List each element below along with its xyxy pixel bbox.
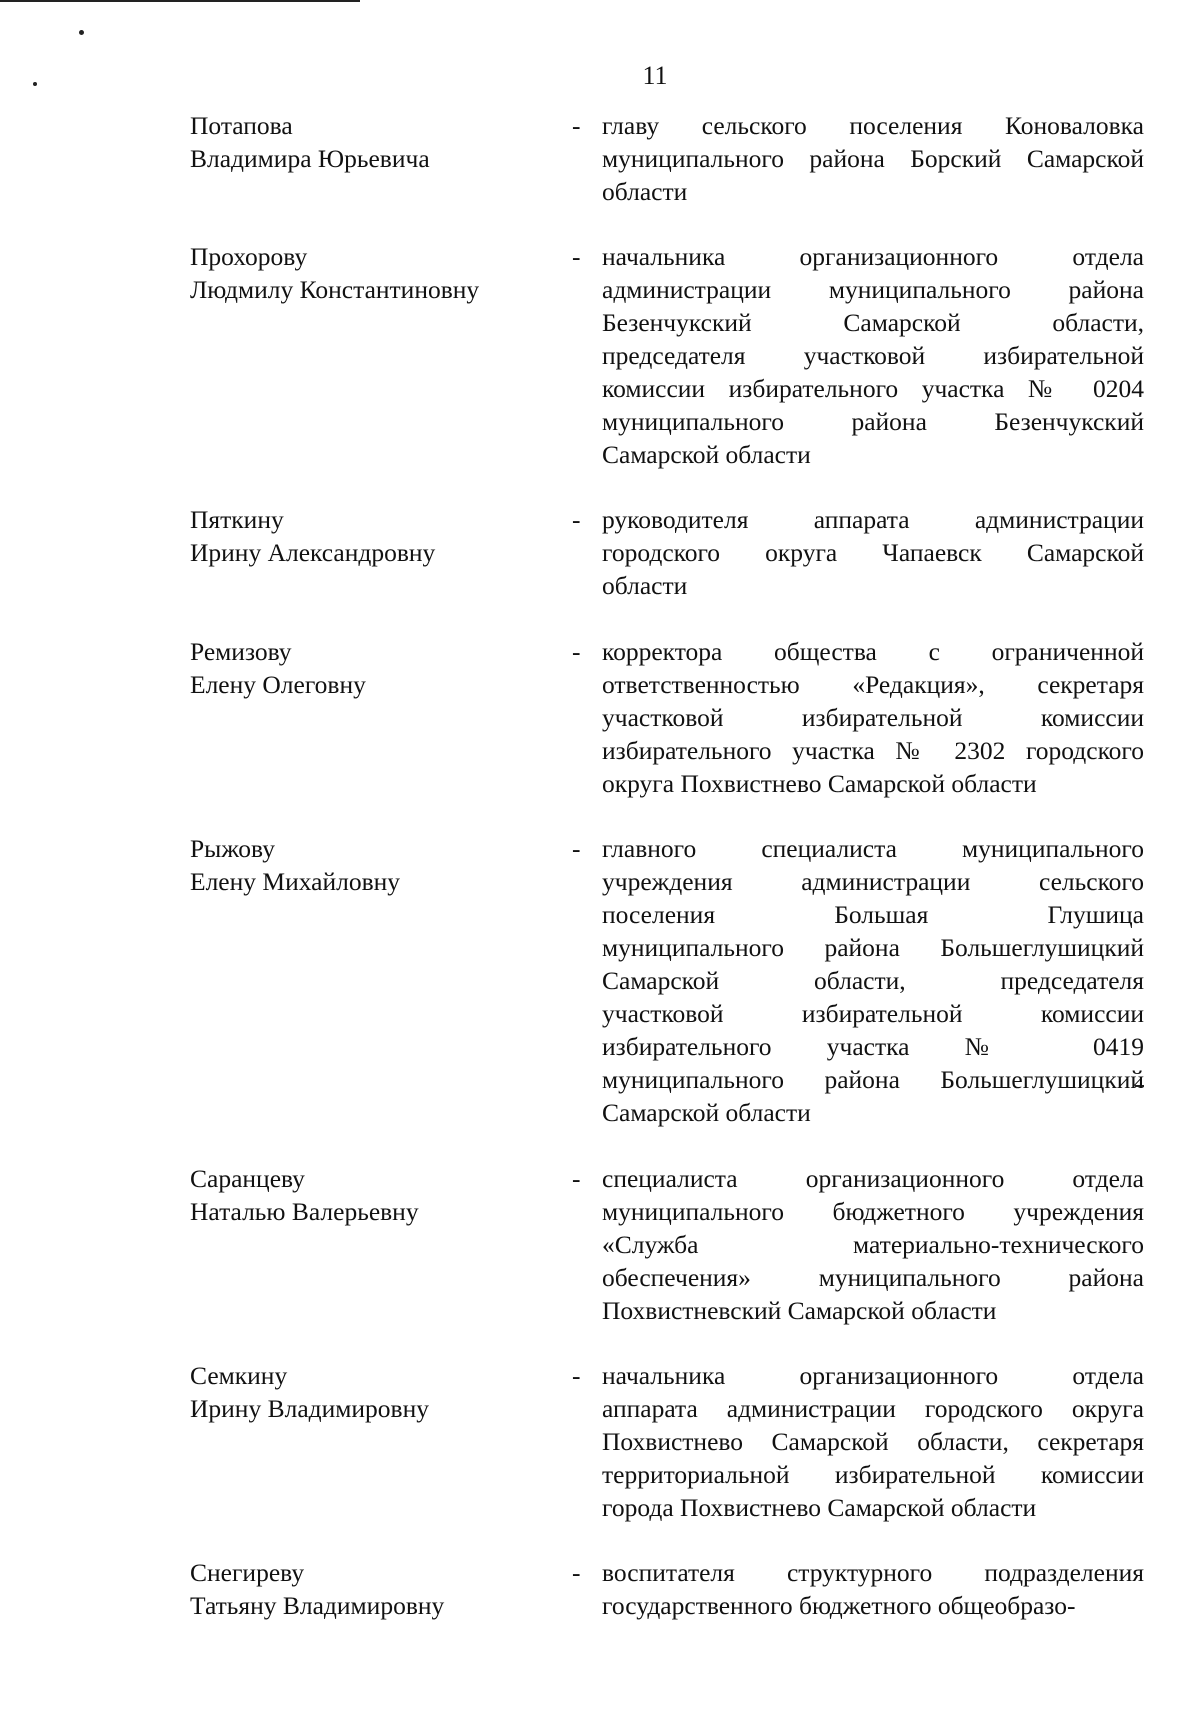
position-description [602,503,1144,602]
description-line: Самарской области, председателя [602,966,1144,995]
entry-dash: - [572,1164,581,1193]
position-description [602,832,1144,1129]
person-surname: Семкину [190,1361,288,1390]
description-line: ответственностью «Редакция», секретаря [602,670,1144,699]
description-line: городского округа Чапаевск Самарской [602,538,1144,567]
description-line: области [602,571,688,600]
description-line: обеспечения» муниципального района [602,1263,1144,1292]
person-surname: Рыжову [190,834,275,863]
description-line: Похвистнево Самарской области, секретаря [602,1427,1144,1456]
person-name [190,1556,550,1622]
description-line: администрации муниципального района [602,275,1144,304]
description-line: муниципального района Большеглушицкий [602,1065,1144,1094]
person-given-name: Наталью Валерьевну [190,1197,419,1226]
person-name [190,1359,550,1425]
description-line: комиссии избирательного участка № 0204 [602,374,1144,403]
person-surname: Пяткину [190,505,284,534]
person-surname: Потапова [190,111,293,140]
person-name [190,832,550,898]
description-line: поселения Большая Глушица [602,900,1144,929]
position-description [602,1556,1144,1622]
description-line: города Похвистнево Самарской области [602,1493,1037,1522]
entry-dash: - [572,111,581,140]
entry-dash: - [572,637,581,666]
position-description [602,1359,1144,1524]
description-line: «Служба материально-технического [602,1230,1144,1259]
description-line: главу сельского поселения Коноваловка [602,111,1144,140]
description-line: участковой избирательной комиссии [602,999,1144,1028]
page-number: 11 [642,61,668,90]
position-description [602,109,1144,208]
description-line: председателя участковой избирательной [602,341,1144,370]
description-line: участковой избирательной комиссии [602,703,1144,732]
person-surname: Ремизову [190,637,292,666]
entry-dash: - [572,834,581,863]
person-name [190,109,550,175]
person-given-name: Ирину Александровну [190,538,436,567]
person-surname: Прохорову [190,242,308,271]
person-given-name: Людмилу Константиновну [190,275,480,304]
description-line: муниципального бюджетного учреждения [602,1197,1144,1226]
person-name [190,240,550,306]
person-name [190,503,550,569]
position-description [602,635,1144,800]
description-line: округа Похвистнево Самарской области [602,769,1037,798]
description-line: области [602,177,688,206]
description-line: главного специалиста муниципального [602,834,1144,863]
entry-dash: - [572,1361,581,1390]
description-line: государственного бюджетного общеобразо- [602,1591,1076,1620]
description-line: Похвистневский Самарской области [602,1296,997,1325]
person-given-name: Ирину Владимировну [190,1394,429,1423]
person-surname: Саранцеву [190,1164,305,1193]
person-given-name: Владимира Юрьевича [190,144,430,173]
person-name [190,635,550,701]
position-description [602,1162,1144,1327]
description-line: Самарской области [602,1098,811,1127]
description-line: Самарской области [602,440,811,469]
description-line: специалиста организационного отдела [602,1164,1144,1193]
description-line: руководителя аппарата администрации [602,505,1144,534]
description-line: избирательного участка № 0419 [602,1032,1144,1061]
description-line: аппарата администрации городского округа [602,1394,1144,1423]
description-line: учреждения администрации сельского [602,867,1144,896]
description-line: муниципального района Безенчукский [602,407,1144,436]
entry-dash: - [572,242,581,271]
description-line: начальника организационного отдела [602,1361,1144,1390]
description-line: начальника организационного отдела [602,242,1144,271]
person-name [190,1162,550,1228]
description-line: Безенчукский Самарской области, [602,308,1144,337]
position-description [602,240,1144,471]
description-line: муниципального района Большеглушицкий [602,933,1144,962]
person-given-name: Татьяну Владимировну [190,1591,445,1620]
description-line: территориальной избирательной комиссии [602,1460,1144,1489]
entry-dash: - [572,1558,581,1587]
person-given-name: Елену Олеговну [190,670,366,699]
entry-dash: - [572,505,581,534]
description-line: муниципального района Борский Самарской [602,144,1144,173]
description-line: корректора общества с ограниченной [602,637,1144,666]
person-surname: Снегиреву [190,1558,305,1587]
description-line: избирательного участка № 2302 городского [602,736,1144,765]
description-line: воспитателя структурного подразделения [602,1558,1144,1587]
person-given-name: Елену Михайловну [190,867,401,896]
